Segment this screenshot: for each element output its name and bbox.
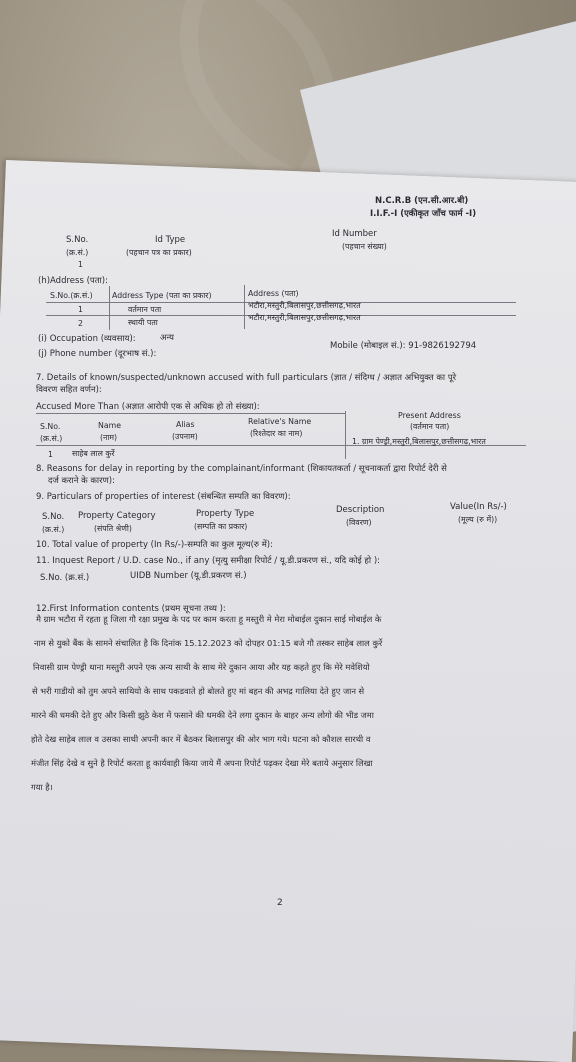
section9-heading: 9. Particulars of properties of interest (संबन्धित सम्पति का विवरण):	[36, 492, 291, 502]
section8-heading-cont: दर्ज कराने के कारण):	[48, 476, 115, 486]
address-table-line	[244, 285, 245, 329]
accused-col-alias-sub: (उपनाम)	[172, 432, 198, 441]
address-col-addr: Address (पता)	[248, 289, 299, 298]
address-table-line	[109, 286, 110, 330]
accused-table-line	[345, 411, 346, 459]
address-title: (h)Address (पता):	[38, 276, 108, 286]
address-row-type: वर्तमान पता	[128, 305, 162, 314]
section12-heading: 12.First Information contents (प्रथम सूचना तथ्य ):	[36, 604, 226, 614]
accused-table-line	[36, 413, 346, 414]
accused-row-sno: 1	[48, 450, 53, 459]
fir-content-line: मै ग्राम भटौरा में रहता हू जिला गौ रक्षा प्रमुख के पद पर काम करता हू मस्तुरी मे मेरा मोबाईल दुकान साई मोबाईल के	[36, 614, 382, 624]
fir-content-line: गया है।	[31, 782, 53, 792]
accused-col-sno: S.No.	[40, 422, 61, 431]
accused-more-than: Accused More Than (अज्ञात आरोपी एक से अधिक हो तो संख्या):	[36, 402, 260, 412]
fir-content-line: से भरी गाडीयो को तुम अपने साथियो के साथ पकडवाते हो बोलते हुए मां बहन की अभद्र गालिया देते हुए जान से	[32, 686, 365, 696]
id-type-label: Id Type	[155, 235, 186, 245]
accused-row-address: 1. ग्राम पेण्ड्री,मस्तुरी,बिलासपुर,छत्तीसगढ़,भारत	[352, 437, 486, 446]
fir-content-line: मारने की धमकी देते हुए और किसी झुठे केश में फसाने की धमकी देने लगा दुकान के बाहर अन्य लोगो की भीड जमा	[31, 710, 374, 720]
accused-col-alias: Alias	[176, 420, 195, 429]
accused-row-name: साहेब लाल कुर्रे	[72, 449, 115, 458]
section7-heading: 7. Details of known/suspected/unknown accused with full particulars (ज्ञात / संदिग्ध / अज्ञात अभियुक्त का पूरे	[36, 373, 457, 383]
address-row-addr: भटौरा,मस्तुरी,बिलासपुर,छत्तीसगढ़,भारत	[248, 313, 361, 322]
occupation-value: अन्य	[160, 333, 174, 343]
address-row-sno: 1	[78, 305, 83, 314]
fir-content-line: नाम से युको बैंक के सामने संचालित है कि दिनांक 15.12.2023 को दोपहर 01:15 बजे गौ तस्कर साहेब लाल कुर्रे	[34, 638, 383, 648]
occupation-label: (i) Occupation (व्यवसाय):	[38, 334, 136, 344]
accused-col-relative: Relative's Name	[248, 417, 312, 426]
property-col-value: Value(In Rs/-)	[450, 502, 507, 512]
section8-heading: 8. Reasons for delay in reporting by the complainant/informant (शिकायतकर्ता / सूचनाकर्ता द्वारा रिपोर्ट देरी से	[36, 464, 447, 474]
section10-heading: 10. Total value of property (In Rs/-)-सम्पति का कुल मूल्य(रु में):	[36, 540, 273, 550]
property-col-category: Property Category	[78, 511, 156, 521]
id-type-sub: (पहचान पत्र का प्रकार)	[126, 248, 192, 257]
property-col-description-sub: (विवरण)	[346, 518, 372, 527]
accused-col-address: Present Address	[398, 411, 461, 420]
id-number-label: Id Number	[332, 229, 377, 239]
property-col-type: Property Type	[196, 509, 255, 519]
phone-label: (j) Phone number (दूरभाष सं.):	[38, 349, 157, 359]
property-col-sno-sub: (क्र.सं.)	[42, 525, 65, 534]
id-sno-label: S.No.	[66, 235, 89, 245]
accused-col-sno-sub: (क्र.सं.)	[40, 434, 63, 443]
address-row-sno: 2	[78, 319, 83, 328]
section11-heading: 11. Inquest Report / U.D. case No., if any (मृत्यु समीक्षा रिपोर्ट / यू.डी.प्रकरण सं., यदि कोई हो ):	[36, 556, 381, 566]
accused-col-name-sub: (नाम)	[100, 433, 118, 442]
fir-content-line: मंजीत सिंह देखे व सुने है रिपोर्ट करता हू कार्यवाही किया जाये मैं अपना रिपोर्ट पढ़कर देखा मेरे बताये अनुसार लिखा	[31, 758, 373, 768]
fir-content-line: होते देख साहेब लाल व उसका साथी अपनी कार में बैठकर बिलासपुर की ओर भाग गये। घटना को कौशल सारथी व	[31, 734, 371, 744]
property-col-type-sub: (सम्पति का प्रकार)	[194, 522, 248, 531]
header-iif: I.I.F.-I (एकीकृत जाँच फार्म -I)	[370, 209, 477, 219]
property-col-description: Description	[336, 505, 385, 515]
inquest-uidb: UIDB Number (यू.डी.प्रकरण सं.)	[130, 571, 247, 581]
inquest-sno: S.No. (क्र.सं.)	[40, 573, 90, 583]
accused-col-name: Name	[98, 421, 122, 430]
mobile-value: Mobile (मोबाइल सं.): 91-9826192794	[330, 341, 477, 351]
accused-col-address-sub: (वर्तमान पता)	[410, 422, 450, 431]
property-col-sno: S.No.	[42, 512, 65, 522]
property-col-value-sub: (मूल्य (रु में))	[458, 515, 498, 524]
id-sno-value: 1	[78, 260, 83, 269]
fir-content-line: निवासी ग्राम पेण्ड्री थाना मस्तुरी अपने एक अन्य साथी के साथ मेरे दुकान आया और यह कहते हुए कि मेरे मवेशियो	[33, 662, 370, 672]
address-row-addr: भटौरा,मस्तुरी,बिलासपुर,छत्तीसगढ़,भारत	[248, 301, 361, 310]
page-number: 2	[277, 898, 283, 908]
id-sno-sub: (क्र.सं.)	[66, 248, 89, 257]
address-col-sno: S.No.(क्र.सं.)	[50, 291, 93, 300]
id-number-sub: (पहचान संख्या)	[342, 242, 387, 251]
header-ncrb: N.C.R.B (एन.सी.आर.बी)	[375, 196, 469, 206]
property-col-category-sub: (संपति श्रेणी)	[94, 524, 132, 533]
address-row-type: स्थायी पता	[128, 318, 158, 327]
section7-heading-cont: विवरण सहित वर्णन):	[36, 385, 102, 395]
address-col-type: Address Type (पता का प्रकार)	[112, 291, 212, 300]
accused-col-relative-sub: (रिश्तेदार का नाम)	[250, 429, 303, 438]
